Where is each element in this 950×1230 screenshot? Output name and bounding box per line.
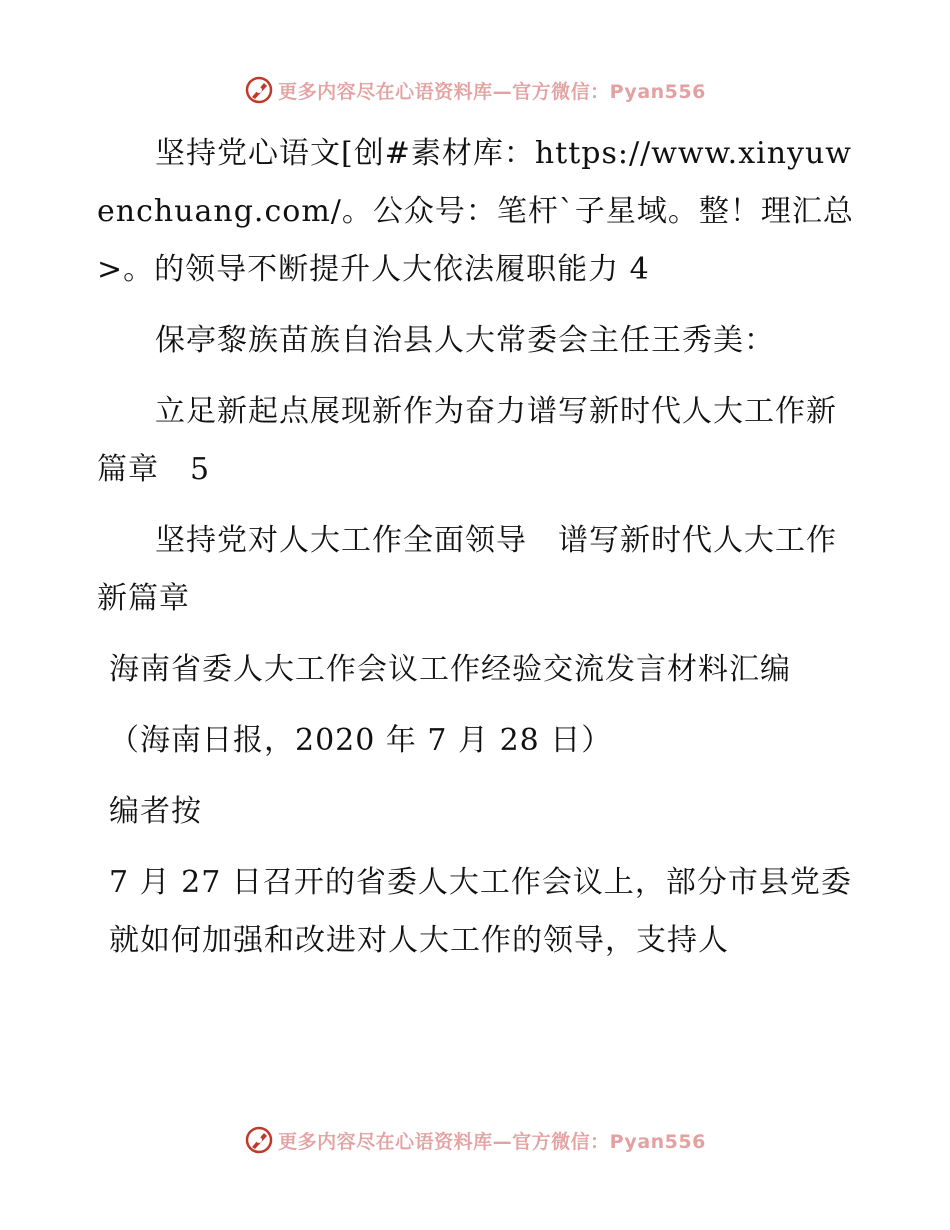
footer-watermark-banner — [0, 1122, 950, 1158]
pen-logo-icon — [244, 75, 274, 105]
pen-logo-icon — [244, 1125, 274, 1155]
footer-watermark-text: 更多内容尽在心语资料库—官方微信：Pyan556 — [278, 1130, 706, 1153]
paragraph-editor-note-heading: 编者按 — [109, 794, 202, 829]
paragraph-source-date: （海南日报，2020 年 7 月 28 日） — [109, 723, 613, 758]
document-body — [97, 125, 857, 970]
paragraph-editor-note-body: 7 月 27 日召开的省委人大工作会议上，部分市县党委就如何加强和改进对人大工作的领导，支持人 — [109, 865, 852, 958]
paragraph-leadership: 坚持党心语文[创#素材库：https://www.xinyuwenchuang.com/。公众号：笔杆`子星域。整！理汇总>。的领导不断提升人大依法履职能力 4 — [97, 136, 854, 287]
paragraph-compilation-title: 海南省委人大工作会议工作经验交流发言材料汇编 — [109, 652, 791, 687]
header-watermark-text: 更多内容尽在心语资料库—官方微信：Pyan556 — [278, 80, 706, 103]
paragraph-speaker: 保亭黎族苗族自治县人大常委会主任王秀美： — [155, 323, 775, 358]
header-watermark-banner — [0, 72, 950, 108]
paragraph-new-starting-point: 立足新起点展现新作为奋力谱写新时代人大工作新篇章 5 — [97, 394, 837, 487]
paragraph-party-leadership: 坚持党对人大工作全面领导 谱写新时代人大工作新篇章 — [97, 523, 837, 616]
